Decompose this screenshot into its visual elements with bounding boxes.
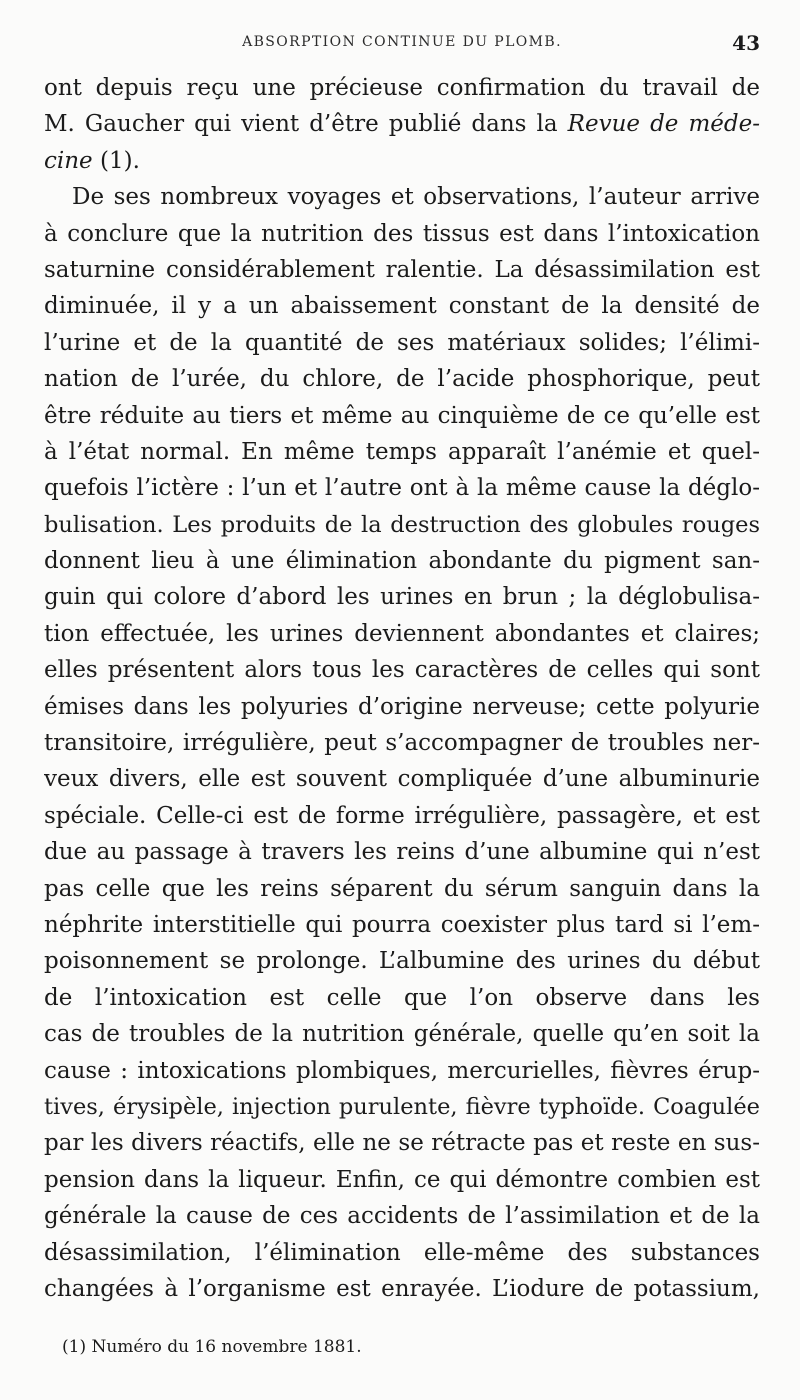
text-line: désassimilation, l’élimination elle-même des substances — [44, 1239, 760, 1266]
text-line: spéciale. Celle-ci est de forme irrégulière, passagère, et est — [44, 802, 760, 829]
text-line: veux divers, elle est souvent compliquée d’une albuminurie — [44, 766, 760, 793]
text-line: émises dans les polyuries d’origine nerveuse; cette polyurie — [44, 693, 760, 720]
text-line: néphrite interstitielle qui pourra coexister plus tard si l’em- — [44, 911, 760, 938]
journal-title-end: cine — [44, 147, 93, 174]
running-title: ABSORPTION CONTINUE DU PLOMB. — [242, 34, 562, 50]
text-line: due au passage à travers les reins d’une albumine qui n’est — [44, 839, 760, 866]
text-line: par les divers réactifs, elle ne se rétracte pas et reste en sus- — [44, 1130, 760, 1157]
text-line: pension dans la liqueur. Enfin, ce qui démontre combien est — [44, 1166, 760, 1193]
text-line: ont depuis reçu une précieuse confirmation du travail de — [44, 75, 760, 101]
text-line: M. Gaucher qui vient d’être publié dans la Revue de méde- — [44, 111, 760, 138]
text-line: cas de troubles de la nutrition générale, quelle qu’en soit la — [44, 1021, 760, 1048]
journal-title: Revue de méde- — [567, 111, 760, 138]
text-line: à l’état normal. En même temps apparaît l’anémie et quel- — [44, 438, 760, 465]
footnote-rule — [60, 1328, 180, 1329]
body-text — [44, 70, 760, 1307]
text-line: elles présentent alors tous les caractères de celles qui sont — [44, 657, 760, 684]
text-line: poisonnement se prolonge. L’albumine des urines du début — [44, 948, 760, 975]
text-line: tion effectuée, les urines deviennent abondantes et claires; — [44, 620, 760, 647]
running-header — [44, 31, 760, 56]
text-line: changées à l’organisme est enrayée. L’iodure de potassium, — [44, 1275, 760, 1302]
footnote: (1) Numéro du 16 novembre 1881. — [62, 1337, 362, 1357]
text-line: cause : intoxications plombiques, mercurielles, fièvres érup- — [44, 1057, 760, 1084]
text-line — [44, 143, 760, 179]
text-line: donnent lieu à une élimination abondante du pigment san- — [44, 548, 760, 575]
text-line: saturnine considérablement ralentie. La désassimilation est — [44, 256, 760, 283]
text-line: bulisation. Les produits de la destruction des globules rouges — [44, 511, 760, 538]
text-line: diminuée, il y a un abaissement constant de la densité de — [44, 293, 760, 320]
text-line: de l’intoxication est celle que l’on observe dans les — [44, 984, 760, 1011]
text-line: générale la cause de ces accidents de l’assimilation et de la — [44, 1203, 760, 1230]
text-line: nation de l’urée, du chlore, de l’acide phosphorique, peut — [44, 366, 760, 393]
text-line: être réduite au tiers et même au cinquième de ce qu’elle est — [44, 402, 760, 429]
text-line: quefois l’ictère : l’un et l’autre ont à la même cause la déglo- — [44, 475, 760, 502]
footnote-ref: (1). — [99, 147, 140, 174]
text-line: à conclure que la nutrition des tissus est dans l’intoxication — [44, 220, 760, 247]
text-line: transitoire, irrégulière, peut s’accompagner de troubles ner- — [44, 730, 760, 757]
text-line: l’urine et de la quantité de ses matériaux solides; l’élimi- — [44, 329, 760, 356]
text-line: pas celle que les reins séparent du sérum sanguin dans la — [44, 875, 760, 902]
page-number: 43 — [732, 31, 760, 55]
text-line: guin qui colore d’abord les urines en brun ; la déglobulisa- — [44, 584, 760, 611]
text-line: tives, érysipèle, injection purulente, fièvre typhoïde. Coagulée — [44, 1093, 760, 1120]
text-line: De ses nombreux voyages et observations, l’auteur arrive — [72, 184, 760, 211]
